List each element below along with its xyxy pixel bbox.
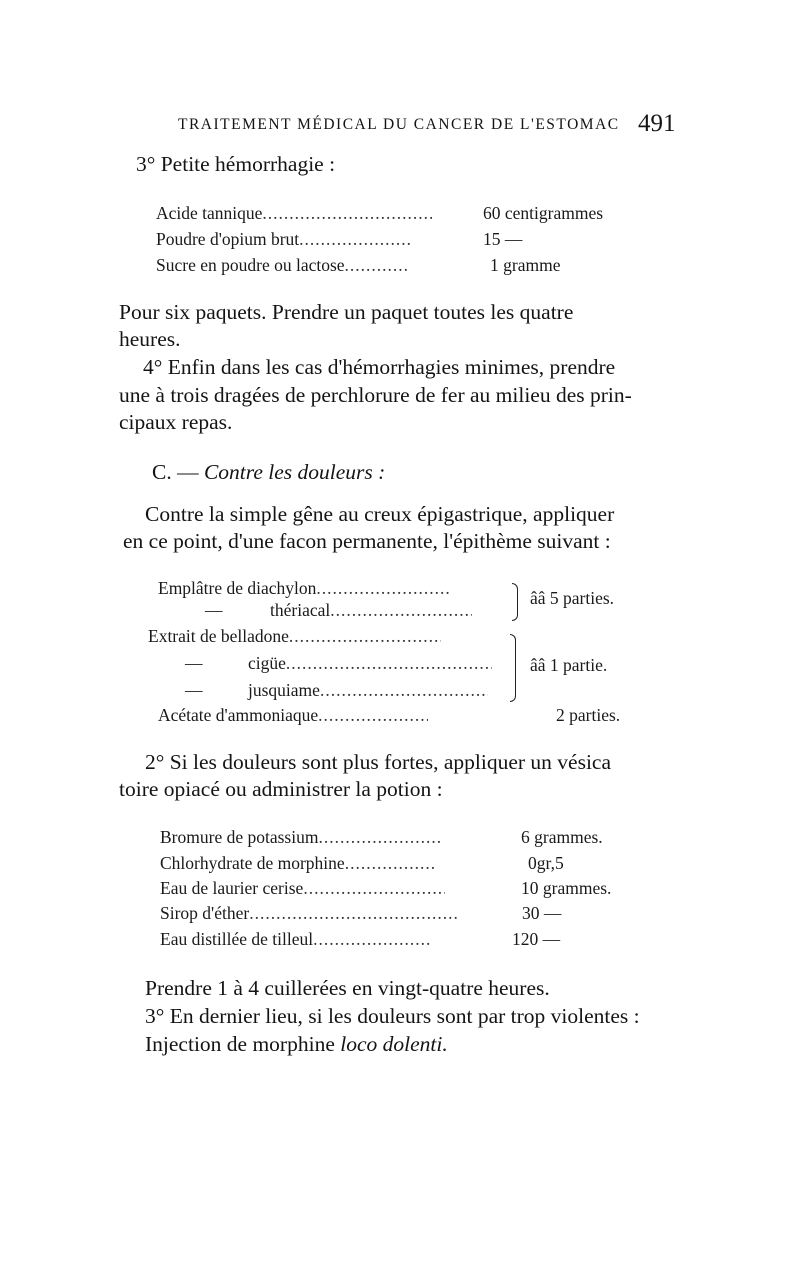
- rx-line: [158, 578, 450, 599]
- rx-quantity: 60 centigrammes: [483, 203, 604, 223]
- rx-quantity: 1 gramme: [490, 255, 561, 275]
- rx-line: [148, 626, 441, 647]
- rx-name: Eau distillée de tilleul: [160, 929, 314, 949]
- rx-quantity: 120 —: [512, 929, 561, 949]
- paragraph-line: 3° En dernier lieu, si les douleurs sont par trop violentes :: [145, 1004, 640, 1028]
- rx-name: Emplâtre de diachylon: [158, 578, 317, 598]
- injection-latin: loco dolenti.: [340, 1032, 448, 1056]
- paragraph-line: toire opiacé ou administrer la potion :: [119, 777, 443, 801]
- leader-dots: [330, 600, 472, 621]
- paragraph-line: [145, 1032, 448, 1057]
- rx-line: [248, 680, 488, 701]
- rx-group-quantity: ââ 5 parties.: [530, 588, 615, 608]
- rx-line: [160, 929, 431, 950]
- paragraph-line: 4° Enfin dans les cas d'hémorrhagies minimes, prendre: [143, 355, 616, 379]
- section-heading-prefix: C. —: [152, 460, 199, 484]
- rx-line: [160, 827, 440, 848]
- rx-name: jusquiame: [248, 680, 320, 700]
- rx-group-quantity: ââ 1 partie.: [530, 655, 608, 675]
- leader-dots: [345, 853, 435, 874]
- instruction-line: Pour six paquets. Prendre un paquet toutes les quatre: [119, 300, 574, 324]
- leader-dots: [345, 255, 407, 276]
- leader-dots: [249, 903, 457, 924]
- leader-dots: [299, 229, 411, 250]
- instruction-line: heures.: [119, 327, 181, 351]
- rx-name: Poudre d'opium brut: [156, 229, 300, 249]
- rx-line: [248, 653, 492, 674]
- rx-name: Acétate d'ammoniaque: [158, 705, 319, 725]
- rx-line: [160, 853, 435, 874]
- rx-line: [156, 203, 432, 224]
- paragraph-line: une à trois dragées de perchlorure de fer au milieu des prin-: [119, 383, 632, 407]
- paragraph-line: Contre la simple gêne au creux épigastrique, appliquer: [145, 502, 615, 526]
- rx-quantity: 15 —: [483, 229, 523, 249]
- rx-name: Eau de laurier cerise: [160, 878, 304, 898]
- rx-dash: —: [185, 680, 203, 700]
- rx-line: [160, 903, 457, 924]
- rx-name: Sucre en poudre ou lactose: [156, 255, 345, 275]
- section-title-petite-hemorrhagie: 3° Petite hémorrhagie :: [136, 152, 336, 176]
- brace-group-2: [510, 634, 516, 702]
- injection-text: Injection de morphine: [145, 1032, 335, 1056]
- leader-dots: [316, 578, 450, 599]
- paragraph-line: en ce point, d'une facon permanente, l'épithème suivant :: [123, 529, 611, 553]
- rx-name: Acide tannique: [156, 203, 263, 223]
- rx-quantity: 2 parties.: [556, 705, 621, 725]
- rx-name: Extrait de belladone: [148, 626, 289, 646]
- rx-line: [270, 600, 472, 621]
- leader-dots: [320, 680, 488, 701]
- leader-dots: [313, 929, 431, 950]
- rx-quantity: 0gr,5: [528, 853, 564, 873]
- running-title: TRAITEMENT MÉDICAL DU CANCER DE L'ESTOMAC: [178, 116, 620, 133]
- leader-dots: [318, 827, 440, 848]
- rx-line: [156, 255, 407, 276]
- leader-dots: [289, 626, 441, 647]
- rx-name: Chlorhydrate de morphine: [160, 853, 345, 873]
- rx-line: [156, 229, 411, 250]
- rx-dash: —: [185, 653, 203, 673]
- leader-dots: [286, 653, 492, 674]
- leader-dots: [318, 705, 428, 726]
- rx-name: thériacal: [270, 600, 331, 620]
- section-heading-title: Contre les douleurs :: [203, 460, 386, 484]
- paragraph-line: Prendre 1 à 4 cuillerées en vingt-quatre heures.: [145, 976, 550, 1000]
- rx-quantity: 6 grammes.: [521, 827, 603, 847]
- rx-dash: —: [205, 600, 223, 620]
- rx-name: cigüe: [248, 653, 286, 673]
- brace-group-1: [512, 583, 518, 621]
- rx-line: [158, 705, 428, 726]
- leader-dots: [262, 203, 432, 224]
- section-heading-douleurs: [152, 460, 385, 485]
- leader-dots: [303, 878, 445, 899]
- rx-quantity: 10 grammes.: [521, 878, 612, 898]
- rx-quantity: 30 —: [522, 903, 562, 923]
- rx-name: Sirop d'éther: [160, 903, 250, 923]
- paragraph-line: 2° Si les douleurs sont plus fortes, appliquer un vésica: [145, 750, 611, 774]
- page-number: 491: [638, 110, 676, 137]
- paragraph-line: cipaux repas.: [119, 410, 233, 434]
- rx-line: [160, 878, 445, 899]
- rx-name: Bromure de potassium: [160, 827, 319, 847]
